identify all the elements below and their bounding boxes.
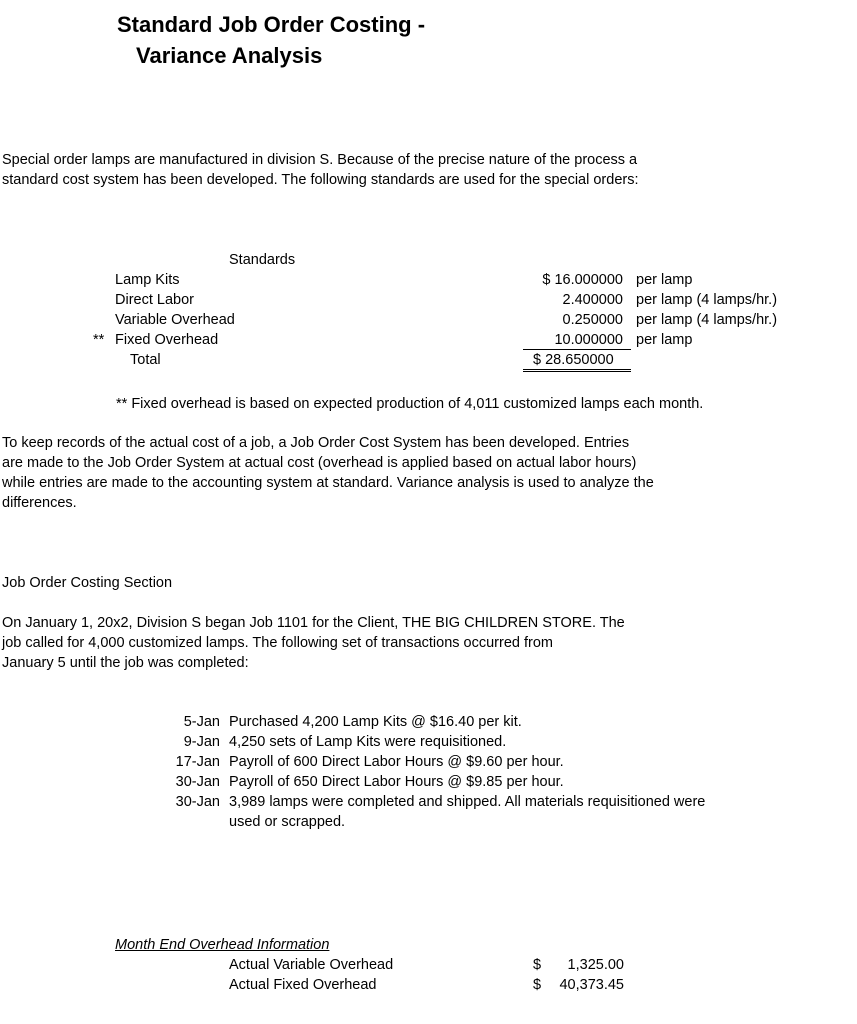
standard-unit-variable-overhead: per lamp (4 lamps/hr.) [636, 312, 778, 328]
overhead-currency-variable: $ [533, 957, 542, 973]
standard-label-lamp-kits: Lamp Kits [115, 272, 180, 288]
standards-heading: Standards [229, 252, 296, 268]
records-line-1: To keep records of the actual cost of a job, a Job Order Cost System has been developed. Entries [2, 435, 630, 451]
intro-line-1: Special order lamps are manufactured in division S. Because of the precise nature of the process a [2, 152, 638, 168]
records-line-2: are made to the Job Order System at actual cost (overhead is applied based on actual labor hours) [2, 455, 637, 471]
transaction-date: 9-Jan [183, 734, 220, 750]
standard-unit-fixed-overhead: per lamp [636, 332, 693, 348]
standard-amount-variable-overhead: 0.250000 [562, 312, 623, 328]
section-line-2: job called for 4,000 customized lamps. The following set of transactions occurred from [2, 635, 553, 651]
page-title-line2: Variance Analysis [136, 43, 323, 68]
standard-amount-fixed-overhead [523, 330, 631, 350]
section-line-3: January 5 until the job was completed: [2, 655, 249, 671]
transaction-date: 5-Jan [183, 714, 220, 730]
fixed-overhead-footnote: ** Fixed overhead is based on expected production of 4,011 customized lamps each month. [116, 396, 704, 412]
section-line-1: On January 1, 20x2, Division S began Job 1101 for the Client, THE BIG CHILDREN STORE. The [2, 615, 625, 631]
records-line-4: differences. [2, 495, 77, 511]
transaction-text-continued: used or scrapped. [229, 814, 346, 830]
standard-label-fixed-overhead: Fixed Overhead [115, 332, 219, 348]
standard-label-variable-overhead: Variable Overhead [115, 312, 235, 328]
overhead-amount-fixed: 40,373.45 [559, 977, 624, 993]
overhead-label-variable: Actual Variable Overhead [229, 957, 394, 973]
transaction-text: Purchased 4,200 Lamp Kits @ $16.40 per kit. [229, 714, 522, 730]
standard-label-direct-labor: Direct Labor [115, 292, 194, 308]
overhead-amount-variable: 1,325.00 [567, 957, 624, 973]
overhead-heading: Month End Overhead Information [115, 937, 330, 953]
intro-line-2: standard cost system has been developed. The following standards are used for the special orders: [2, 172, 639, 188]
transaction-text: 3,989 lamps were completed and shipped. All materials requisitioned were [229, 794, 706, 810]
transaction-date: 30-Jan [175, 794, 220, 810]
standard-amount-lamp-kits: $ 16.000000 [542, 272, 623, 288]
standard-unit-direct-labor: per lamp (4 lamps/hr.) [636, 292, 778, 308]
standard-amount-total [523, 350, 631, 372]
standard-amount-direct-labor: 2.400000 [562, 292, 623, 308]
standard-unit-lamp-kits: per lamp [636, 272, 693, 288]
standard-label-total: Total [130, 352, 161, 368]
transaction-text: Payroll of 650 Direct Labor Hours @ $9.85 per hour. [229, 774, 564, 790]
transaction-text: 4,250 sets of Lamp Kits were requisitioned. [229, 734, 507, 750]
section-heading: Job Order Costing Section [2, 575, 173, 591]
transaction-date: 30-Jan [175, 774, 220, 790]
transaction-text: Payroll of 600 Direct Labor Hours @ $9.60 per hour. [229, 754, 564, 770]
overhead-currency-fixed: $ [533, 977, 542, 993]
standard-amount-total-value: $ 28.650000 [533, 352, 614, 368]
transaction-date: 17-Jan [175, 754, 220, 770]
records-line-3: while entries are made to the accounting system at standard. Variance analysis is used to analyze the [2, 475, 654, 491]
overhead-label-fixed: Actual Fixed Overhead [229, 977, 377, 993]
footnote-marker: ** [93, 332, 105, 348]
page-title-line1: Standard Job Order Costing - [117, 12, 426, 37]
standard-amount-fixed-overhead-value: 10.000000 [554, 332, 623, 348]
